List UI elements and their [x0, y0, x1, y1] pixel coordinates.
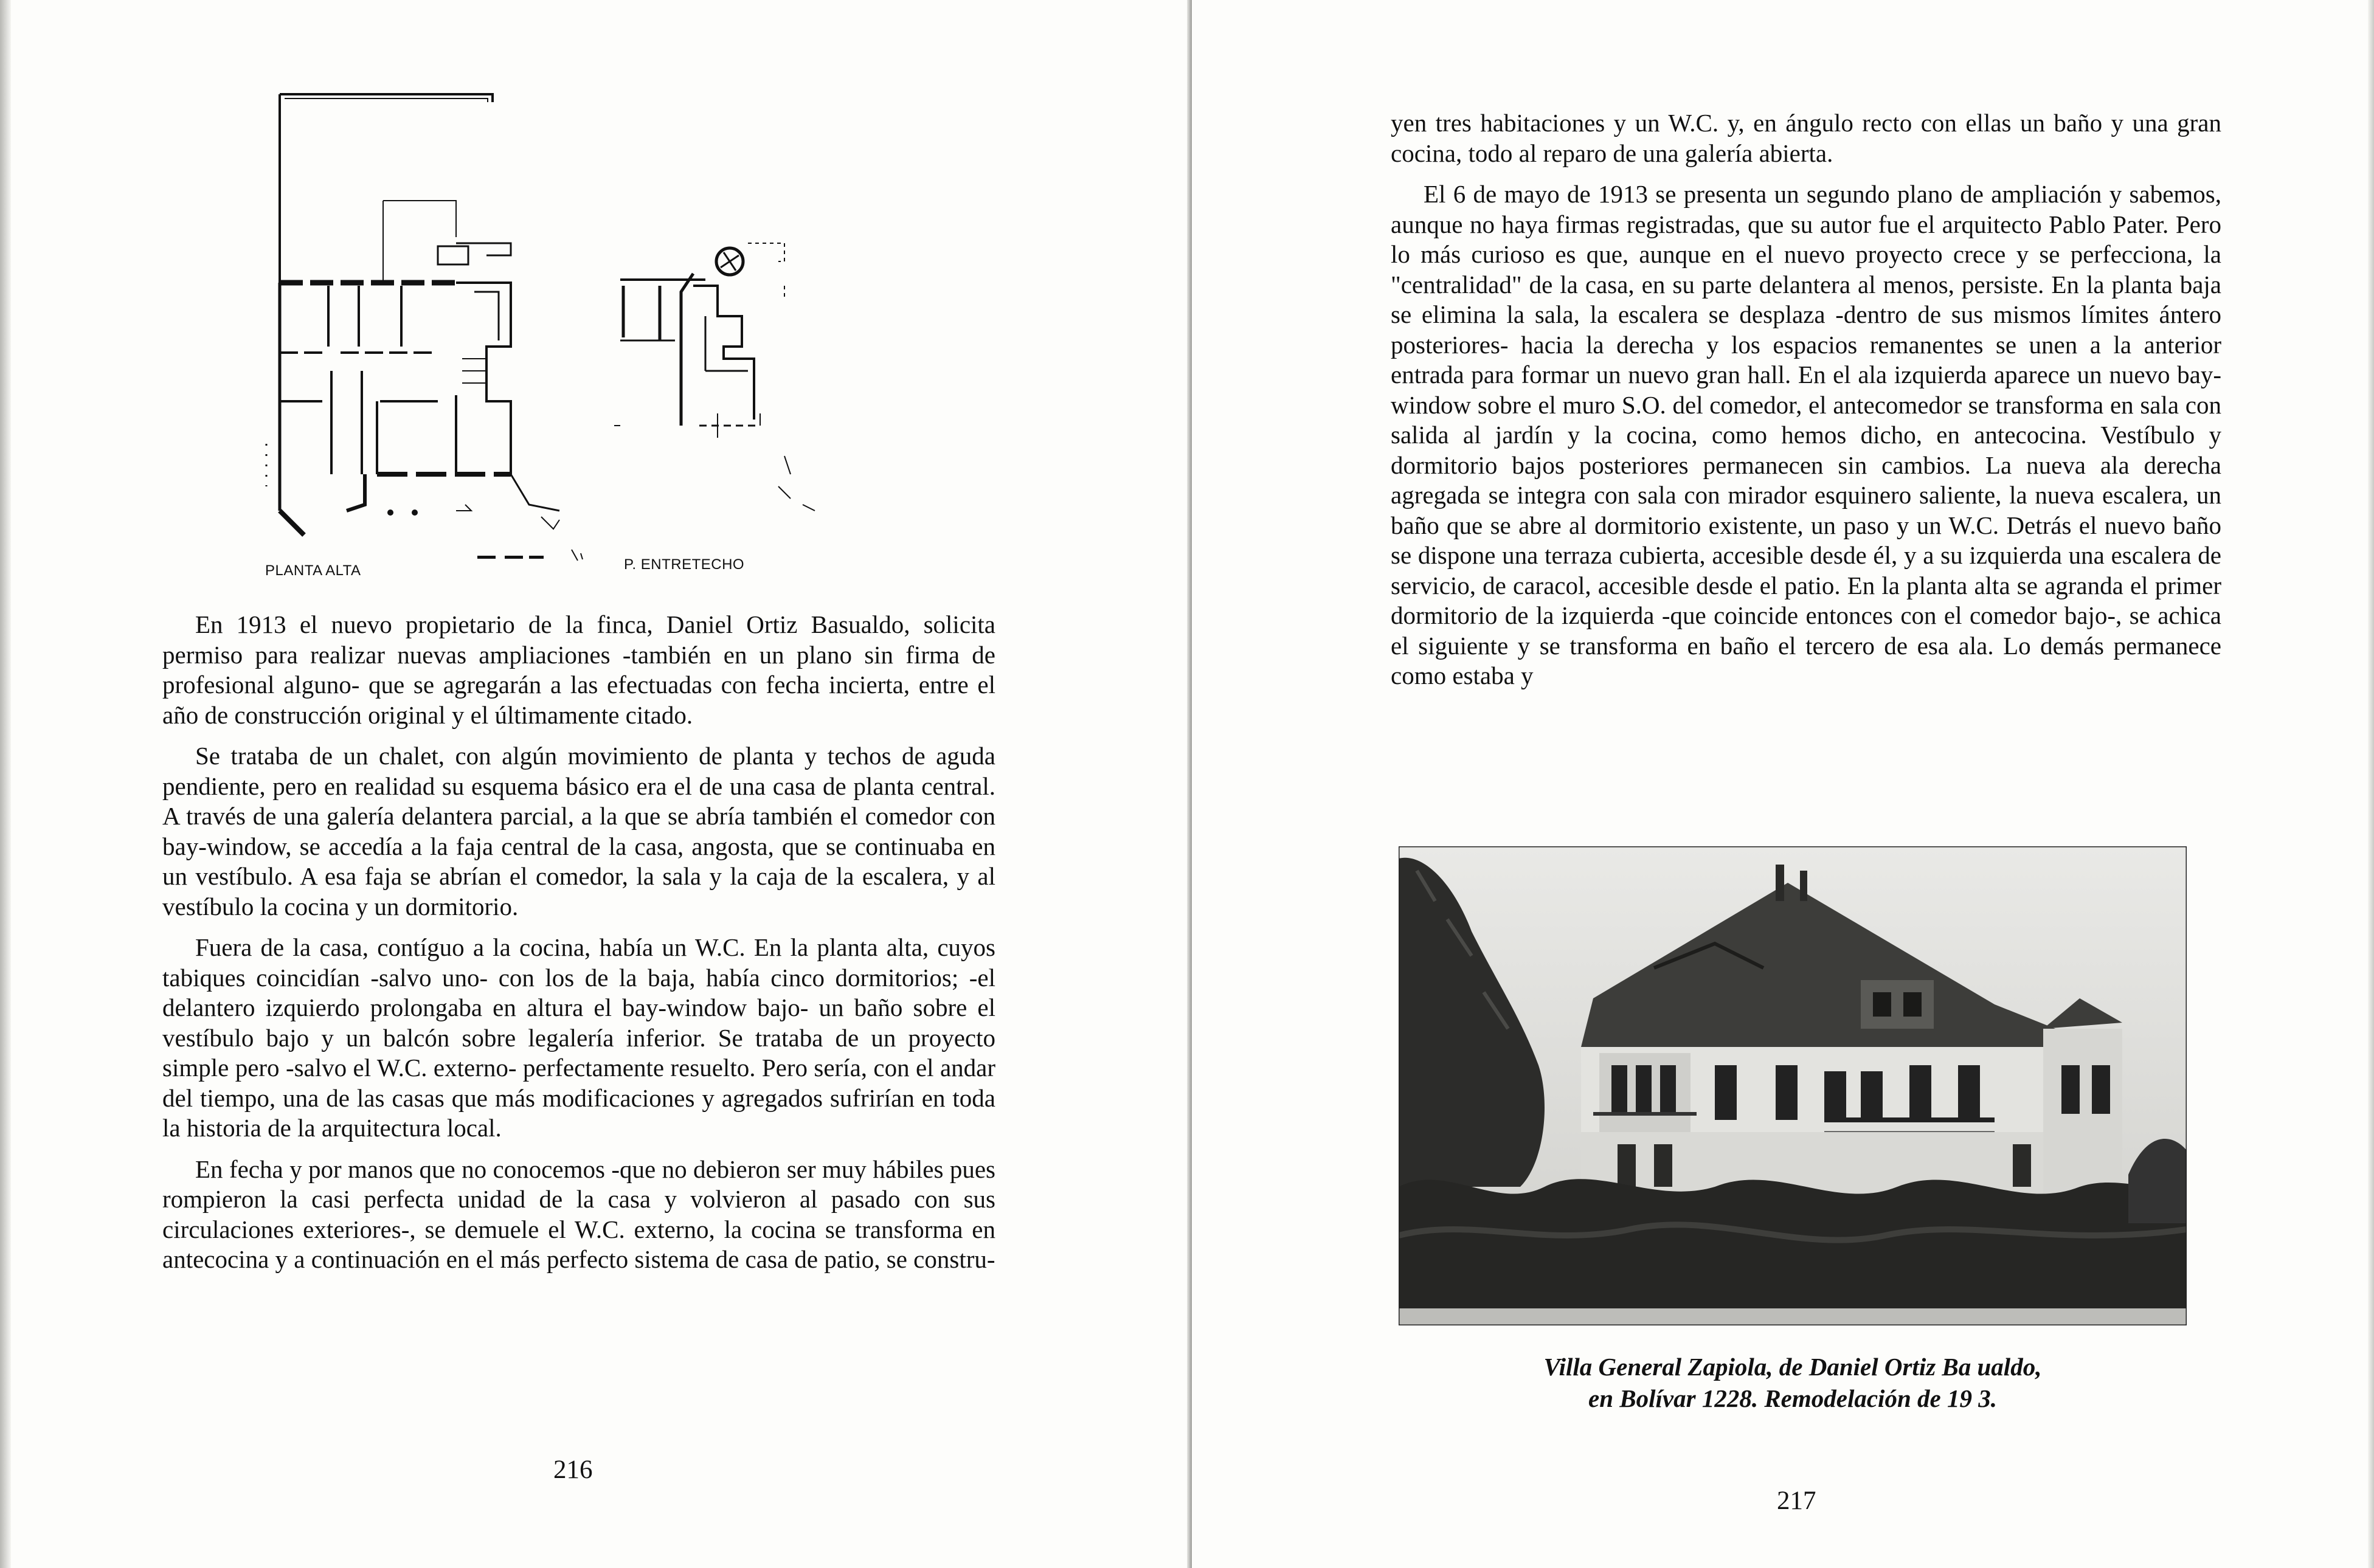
right-page-edge	[2368, 0, 2374, 1568]
left-page-edge	[0, 0, 11, 1568]
plan-outline	[280, 94, 493, 283]
caption-line-2: en Bolívar 1228. Remodelación de 19 3.	[1588, 1384, 1997, 1412]
page-number-right: 217	[1777, 1487, 1816, 1515]
paragraph: En fecha y por manos que no conocemos -que no debieron ser muy hábiles pues rompieron la casi perfecta unidad de la casa y volvieron al pasado con sus circulaciones exteriores-, se demuele el W.C. externo, la cocina se transforma en antecocina y a continuación en el más perfecto sistema de casa de patio, se constru-	[162, 1155, 995, 1273]
caption-line-1: Villa General Zapiola, de Daniel Ortiz Ba ualdo,	[1543, 1353, 2042, 1381]
paragraph: En 1913 el nuevo propietario de la finca, Daniel Ortiz Basualdo, solicita permiso para realizar nuevas ampliaciones -también en un plano sin firma de profesional alguno- que se agregarán a las efectuadas con fecha incierta, entre el año de construcción original y el últimamente citado.	[162, 610, 995, 729]
paragraph: Fuera de la casa, contíguo a la cocina, había un W.C. En la planta alta, cuyos tabiques coincidían -salvo uno- con los de la baja, había cinco dormitorios; -el delantero izquierdo prolongaba en altura el bay-window bajo- un baño sobre el vestíbulo bajo y un balcón sobre legalería inferior. Se trataba de un proyecto simple pero -salvo el W.C. externo- perfectamente resuelto. Pero sería, con el andar del tiempo, una de las casas que más modificaciones y agregados sufrirían en toda la historia de la arquitectura local.	[162, 933, 995, 1142]
paragraph: yen tres habitaciones y un W.C. y, en ángulo recto con ellas un baño y una gran cocina, todo al reparo de una galería abierta.	[1391, 109, 2221, 167]
floor-plan-figure	[255, 85, 851, 584]
photo-caption	[1399, 1351, 2187, 1414]
paragraph: El 6 de mayo de 1913 se presenta un segundo plano de ampliación y sabemos, aunque no haya firmas registradas, que su autor fue el arquitecto Pablo Pater. Pero lo más curioso es que, aunque en el nuevo proyecto crece y se perfecciona, la "centralidad" de la casa, en su parte delantera al menos, persiste. En la planta baja se elimina la sala, la escalera se desplaza -dentro de sus mismos límites ántero posteriores- hacia la derecha y los espacios remanentes se unen a la anterior entrada para formar un nuevo gran hall. En el ala izquierda aparece un nuevo bay-window sobre el muro S.O. del comedor, el antecomedor se transforma en sala con salida al jardín y la cocina, como hemos dicho, en antecocina. Vestíbulo y dormitorio bajos posteriores permanecen sin cambios. La nueva ala derecha agregada se integra con sala con mirador esquinero saliente, la nueva escalera, un baño que se abre al dormitorio existente, un paso y un W.C. Detrás el nuevo baño se dispone una terraza cubierta, accesible desde él, y a su izquierda una escalera de servicio, de caracol, accesible desde el patio. En la planta alta se agranda el primer dormitorio de la izquierda -que coincide entonces con el comedor bajo-, se achica el siguiente y se transforma en baño el tercero de esa ala. Lo demás permanece como estaba y	[1391, 180, 2221, 689]
left-page-body-text	[162, 610, 995, 1286]
paragraph: Se trataba de un chalet, con algún movimiento de planta y techos de aguda pendiente, pero en realidad su esquema básico era el de una casa de planta central. A través de una galería delantera parcial, a la que se abría también el comedor con bay-window, se accedía a la faja central de la casa, angosta, que se continuaba en un vestíbulo. A esa faja se abrían el comedor, la sala y la caja de la escalera, y al vestíbulo la cocina y un dormitorio.	[162, 742, 995, 920]
plan-label-entretecho: P. ENTRETECHO	[624, 556, 745, 573]
plan-label-planta-alta: PLANTA ALTA	[265, 562, 361, 579]
right-page-body-text	[1391, 108, 2221, 702]
page-number-left: 216	[553, 1456, 593, 1484]
villa-photograph	[1399, 846, 2187, 1325]
